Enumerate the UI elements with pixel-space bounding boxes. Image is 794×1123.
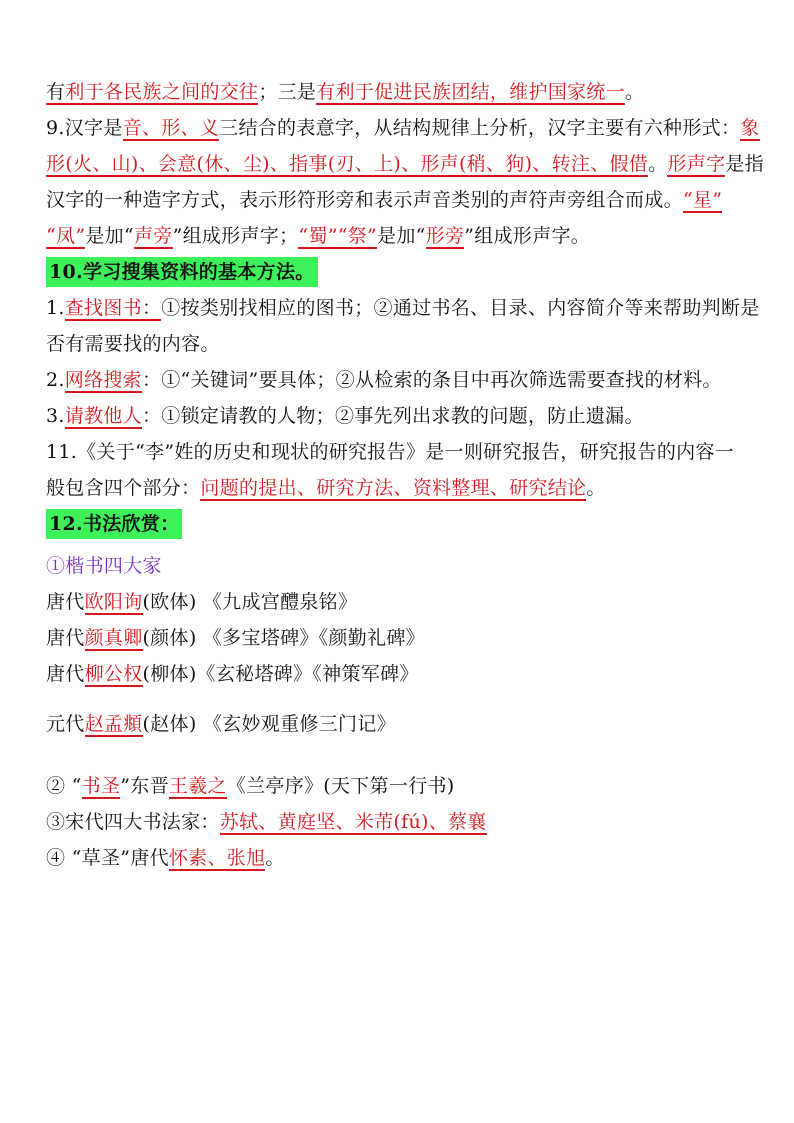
text: ”东晋 xyxy=(120,775,169,797)
text: ①按类别找相应的图书；②通过书名、目录、内容简介等来帮助判断是 xyxy=(161,297,760,319)
highlight: 问题的提出、研究方法、资料整理、研究结论 xyxy=(200,477,587,499)
text: 3. xyxy=(46,405,65,427)
method-1-line-1 xyxy=(46,290,758,326)
method-1-line-2 xyxy=(46,326,758,362)
text: 。 xyxy=(625,81,645,103)
text: 。 xyxy=(648,153,668,175)
item-caosheng xyxy=(46,840,758,876)
heading: 10.学习搜集资料的基本方法。 xyxy=(46,257,318,287)
para-11-line-1 xyxy=(46,434,758,470)
calligrapher-3 xyxy=(46,656,758,692)
calligrapher-1 xyxy=(46,584,758,620)
highlight: 怀素、张旭 xyxy=(168,847,266,869)
highlight: 王羲之 xyxy=(168,775,227,797)
text: 11.《关于“李”姓的历史和现状的研究报告》是一则研究报告，研究报告的内容一 xyxy=(46,441,735,463)
text: 有 xyxy=(46,81,66,103)
item-song-masters xyxy=(46,804,758,840)
heading: 12.书法欣赏： xyxy=(46,509,182,539)
para-9-line-1 xyxy=(46,110,758,146)
text: 元代 xyxy=(46,713,85,735)
text: (欧体) 《九成宫醴泉铭》 xyxy=(142,591,358,613)
highlight: 书圣 xyxy=(81,775,121,797)
section-12-heading xyxy=(46,506,758,542)
text: 般包含四个部分： xyxy=(46,477,201,499)
text: 《兰亭序》(天下第一行书) xyxy=(226,775,455,797)
para-9-line-3 xyxy=(46,182,758,218)
highlight: 网络搜索 xyxy=(64,369,142,391)
text: 是指 xyxy=(725,153,764,175)
text: ④ “草圣”唐代 xyxy=(46,847,169,869)
section-10-heading xyxy=(46,254,758,290)
text: 唐代 xyxy=(46,627,85,649)
subheading-kaishu: ①楷书四大家 xyxy=(46,555,162,577)
highlight: 苏轼、黄庭坚、米芾(fú)、蔡襄 xyxy=(219,811,487,833)
text: 。 xyxy=(265,847,285,869)
spacer xyxy=(46,692,758,706)
item-shusheng xyxy=(46,768,758,804)
text: 唐代 xyxy=(46,591,85,613)
para-9-line-4 xyxy=(46,218,758,254)
highlight: 欧阳询 xyxy=(84,591,143,613)
text: ③宋代四大书法家： xyxy=(46,811,220,833)
text: 是加“ xyxy=(377,225,426,247)
text: 2. xyxy=(46,369,65,391)
text: 唐代 xyxy=(46,663,85,685)
text: ”组成形声字。 xyxy=(464,225,591,247)
highlight: 象 xyxy=(740,117,760,139)
text: 否有需要找的内容。 xyxy=(46,333,220,355)
text: (颜体) 《多宝塔碑》《颜勤礼碑》 xyxy=(142,627,425,649)
spacer xyxy=(46,742,758,768)
text: ： xyxy=(141,297,162,319)
highlight: 赵孟頫 xyxy=(84,713,143,735)
method-3 xyxy=(46,398,758,434)
highlight: 有利于促进民族团结，维护国家统一 xyxy=(316,81,626,103)
text: 9.汉字是 xyxy=(46,117,123,139)
para-11-line-2 xyxy=(46,470,758,506)
text: ；三是 xyxy=(258,81,317,103)
highlight: 形(火、山)、会意(休、尘)、指事(刃、上)、形声(稍、狗)、转注、假借 xyxy=(46,153,649,175)
highlight: 声旁 xyxy=(133,225,173,247)
highlight: 形声字 xyxy=(667,153,726,175)
text: ：①“关键词”要具体；②从检索的条目中再次筛选需要查找的材料。 xyxy=(141,369,722,391)
calligrapher-4 xyxy=(46,706,758,742)
highlight: 利于各民族之间的交往 xyxy=(65,81,259,103)
text: ：①锁定请教的人物；②事先列出求教的问题，防止遗漏。 xyxy=(141,405,644,427)
text: 1. xyxy=(46,297,65,319)
text: (柳体)《玄秘塔碑》《神策军碑》 xyxy=(142,663,419,685)
highlight: 查找图书 xyxy=(64,297,142,319)
highlight: 音、形、义 xyxy=(122,117,220,139)
text: ② “ xyxy=(46,775,82,797)
highlight: “祭” xyxy=(337,225,378,247)
text: 汉字的一种造字方式，表示形符形旁和表示声音类别的声符声旁组合而成。 xyxy=(46,189,683,211)
text: (赵体) 《玄妙观重修三门记》 xyxy=(142,713,396,735)
highlight: 颜真卿 xyxy=(84,627,143,649)
text: 是加“ xyxy=(85,225,134,247)
text: 。 xyxy=(586,477,606,499)
highlight: “星” xyxy=(682,189,723,211)
highlight: “蜀” xyxy=(298,225,338,247)
para-9-line-2 xyxy=(46,146,764,182)
document-page xyxy=(46,74,764,876)
method-2 xyxy=(46,362,758,398)
text: 三结合的表意字，从结构规律上分析，汉字主要有六种形式： xyxy=(219,117,741,139)
line-intro xyxy=(46,74,758,110)
text: ”组成形声字； xyxy=(172,225,299,247)
highlight: “凤” xyxy=(46,225,86,247)
highlight: 请教他人 xyxy=(64,405,142,427)
calligrapher-2 xyxy=(46,620,758,656)
highlight: 柳公权 xyxy=(84,663,143,685)
highlight: 形旁 xyxy=(425,225,465,247)
